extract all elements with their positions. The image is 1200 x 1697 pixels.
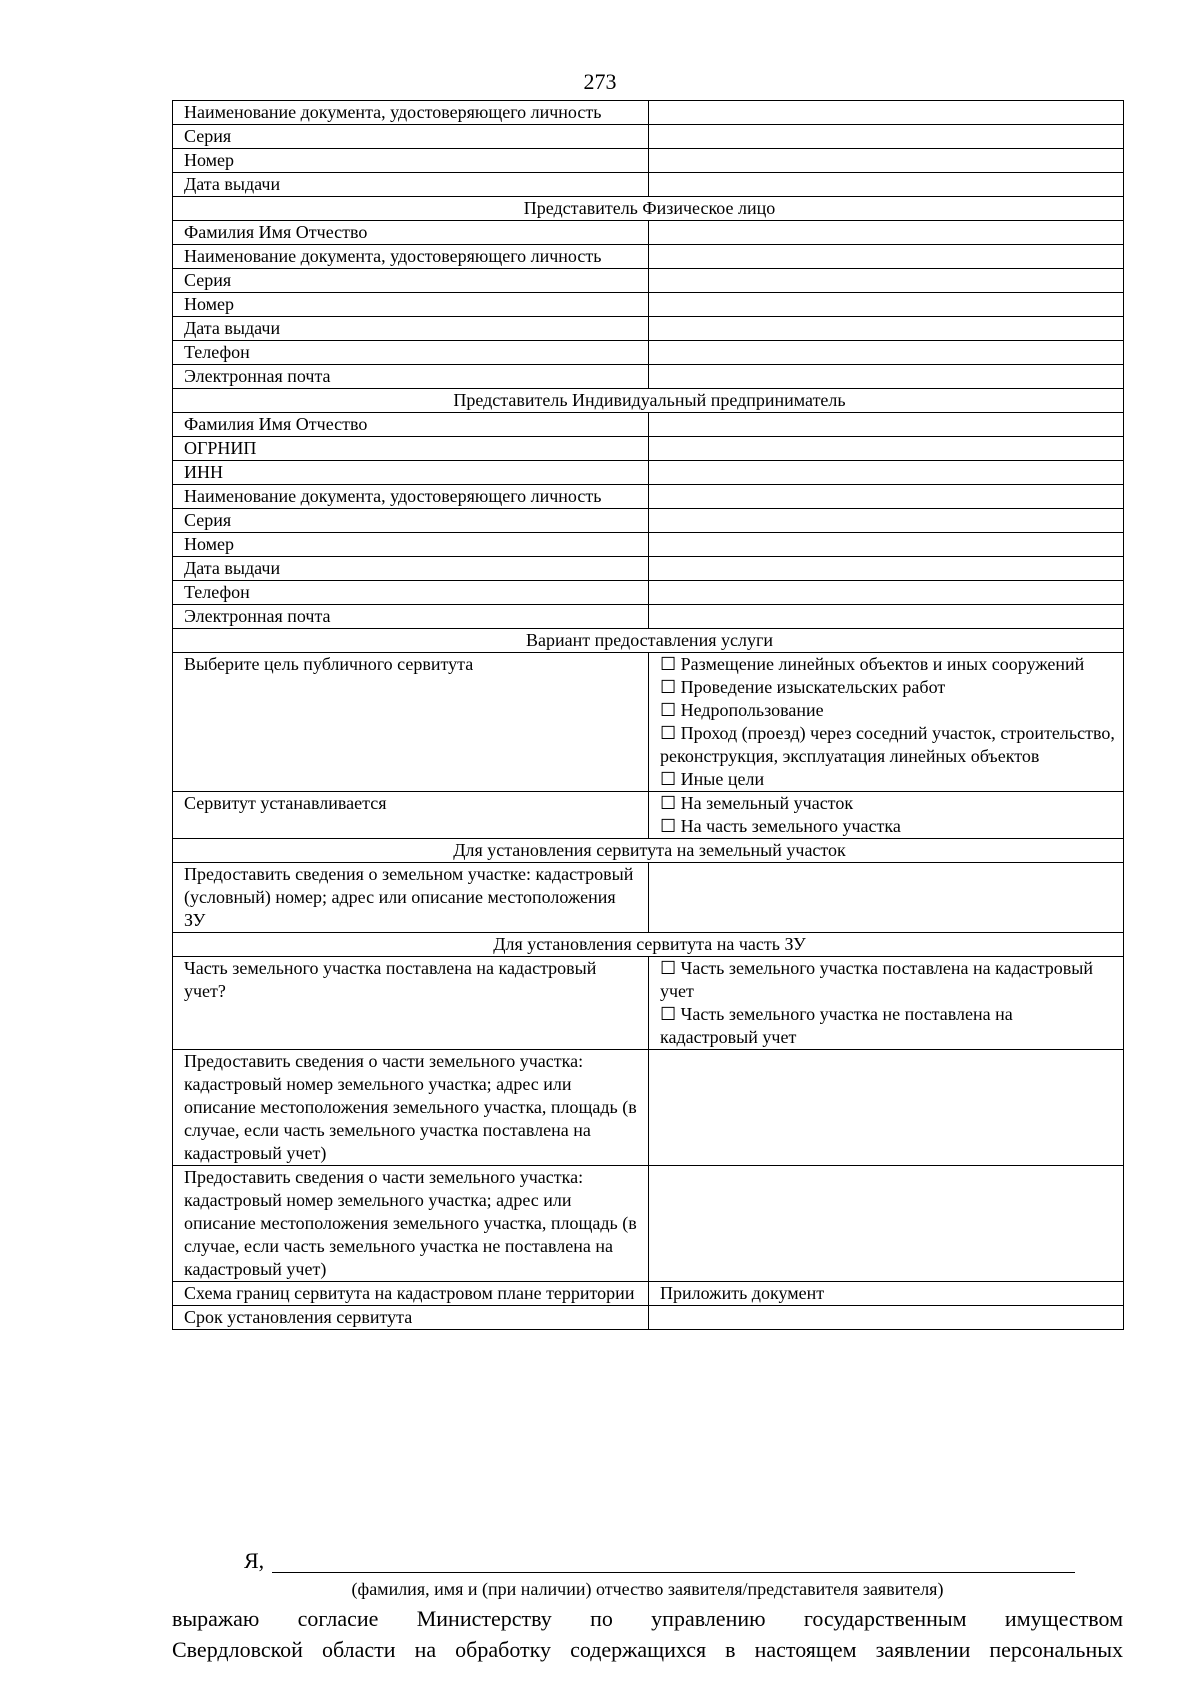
checkbox-option[interactable]: ☐ Размещение линейных объектов и иных сооружений	[660, 654, 1085, 674]
field-label	[173, 1166, 649, 1282]
section-header-row	[173, 197, 1124, 221]
table-row	[173, 173, 1124, 197]
consent-text-line: выражаю согласие Министерству по управлению государственным имуществом	[172, 1606, 1123, 1631]
field-label: ОГРНИП	[173, 437, 649, 461]
table-row	[173, 792, 1124, 839]
field-value[interactable]	[649, 341, 1124, 365]
field-label: Электронная почта	[173, 605, 649, 629]
checkbox-option[interactable]: ☐ Иные цели	[660, 769, 765, 789]
table-row	[173, 413, 1124, 437]
table-row	[173, 221, 1124, 245]
table-row	[173, 1050, 1124, 1166]
checkbox-option[interactable]: ☐ Проведение изыскательских работ	[660, 677, 946, 697]
field-value[interactable]	[649, 365, 1124, 389]
field-value[interactable]	[649, 221, 1124, 245]
field-label: Наименование документа, удостоверяющего личность	[173, 101, 649, 125]
checkbox-option[interactable]: ☐ Часть земельного участка поставлена на кадастровый учет	[660, 958, 1094, 1001]
field-value[interactable]	[649, 1306, 1124, 1330]
part-registered-options	[649, 957, 1124, 1050]
section-header-row	[173, 933, 1124, 957]
table-row	[173, 509, 1124, 533]
table-row	[173, 653, 1124, 792]
purpose-label: Выберите цель публичного сервитута	[173, 653, 649, 792]
field-label: Серия	[173, 269, 649, 293]
table-row	[173, 1282, 1124, 1306]
section-header-row	[173, 389, 1124, 413]
table-row	[173, 957, 1124, 1050]
section-header-row	[173, 839, 1124, 863]
page-number: 273	[583, 69, 617, 94]
field-value[interactable]	[649, 101, 1124, 125]
field-label: Номер	[173, 533, 649, 557]
table-row	[173, 101, 1124, 125]
field-value[interactable]	[649, 437, 1124, 461]
field-value[interactable]	[649, 461, 1124, 485]
field-value[interactable]	[649, 125, 1124, 149]
field-label: ИНН	[173, 461, 649, 485]
table-row	[173, 605, 1124, 629]
field-value[interactable]	[649, 533, 1124, 557]
checkbox-option[interactable]: ☐ Недропользование	[660, 700, 824, 720]
section-title: Вариант предоставления услуги	[173, 629, 1124, 653]
field-label: Срок установления сервитута	[173, 1306, 649, 1330]
table-row	[173, 533, 1124, 557]
section-title: Представитель Физическое лицо	[173, 197, 1124, 221]
table-row	[173, 269, 1124, 293]
table-row	[173, 317, 1124, 341]
field-label: Телефон	[173, 581, 649, 605]
field-label-line: случае, если часть земельного участка не поставлена на кадастровый учет)	[184, 1236, 613, 1279]
table-row	[173, 437, 1124, 461]
field-label: Предоставить сведения о земельном участке: кадастровый (условный) номер; адрес или описание местоположения ЗУ	[173, 863, 649, 933]
checkbox-option[interactable]: ☐ На часть земельного участка	[660, 816, 901, 836]
table-row	[173, 461, 1124, 485]
field-value[interactable]	[649, 1166, 1124, 1282]
field-label: Дата выдачи	[173, 557, 649, 581]
field-value[interactable]	[649, 317, 1124, 341]
table-row	[173, 557, 1124, 581]
table-row	[173, 365, 1124, 389]
section-title: Представитель Индивидуальный предприниматель	[173, 389, 1124, 413]
consent-name-line	[172, 1548, 1123, 1578]
field-label: Фамилия Имя Отчество	[173, 221, 649, 245]
section-title: Для установления сервитута на земельный участок	[173, 839, 1124, 863]
field-value[interactable]	[649, 581, 1124, 605]
attach-document-field[interactable]: Приложить документ	[649, 1282, 1124, 1306]
field-value[interactable]	[649, 1050, 1124, 1166]
name-underline-field[interactable]	[272, 1572, 1075, 1573]
field-value[interactable]	[649, 413, 1124, 437]
field-value[interactable]	[649, 149, 1124, 173]
established-label: Сервитут устанавливается	[173, 792, 649, 839]
checkbox-option[interactable]: ☐ На земельный участок	[660, 793, 854, 813]
checkbox-option[interactable]: ☐ Проход (проезд) через соседний участок, строительство,	[660, 723, 1115, 743]
table-row	[173, 245, 1124, 269]
application-form-table	[172, 100, 1124, 1330]
table-row	[173, 581, 1124, 605]
field-label: Наименование документа, удостоверяющего личность	[173, 245, 649, 269]
table-row	[173, 863, 1124, 933]
field-value[interactable]	[649, 863, 1124, 933]
field-label: Наименование документа, удостоверяющего личность	[173, 485, 649, 509]
table-row	[173, 149, 1124, 173]
field-label: Предоставить сведения о части земельного участка: кадастровый номер земельного участка; адрес или описание местоположения земельного участка, площадь (в случае, если часть земельного участка поставлена на кадастровый учет)	[173, 1050, 649, 1166]
established-options	[649, 792, 1124, 839]
field-value[interactable]	[649, 269, 1124, 293]
name-field-caption: (фамилия, имя и (при наличии) отчество заявителя/представителя заявителя)	[351, 1579, 944, 1599]
field-value[interactable]	[649, 605, 1124, 629]
table-row	[173, 125, 1124, 149]
table-row	[173, 485, 1124, 509]
consent-text-line: Свердловской области на обработку содержащихся в настоящем заявлении персональных	[172, 1637, 1123, 1662]
table-row	[173, 341, 1124, 365]
field-value[interactable]	[649, 509, 1124, 533]
field-label: Серия	[173, 509, 649, 533]
field-label: Дата выдачи	[173, 317, 649, 341]
field-value[interactable]	[649, 173, 1124, 197]
section-title: Для установления сервитута на часть ЗУ	[173, 933, 1124, 957]
field-value[interactable]	[649, 485, 1124, 509]
field-value[interactable]	[649, 293, 1124, 317]
field-label: Часть земельного участка поставлена на кадастровый учет?	[173, 957, 649, 1050]
consent-ya: Я,	[244, 1548, 265, 1573]
field-label: Номер	[173, 149, 649, 173]
field-label: Номер	[173, 293, 649, 317]
field-label: Электронная почта	[173, 365, 649, 389]
field-label-line: Предоставить сведения о части земельного участка: кадастровый номер земельного участка; адрес или описание местоположения земельного участка, площадь (в	[184, 1167, 637, 1233]
table-row	[173, 1306, 1124, 1330]
table-row	[173, 293, 1124, 317]
field-label: Дата выдачи	[173, 173, 649, 197]
field-label: Схема границ сервитута на кадастровом плане территории	[173, 1282, 649, 1306]
field-value[interactable]	[649, 557, 1124, 581]
consent-text	[172, 1603, 1123, 1665]
field-value[interactable]	[649, 245, 1124, 269]
field-label: Телефон	[173, 341, 649, 365]
table-row	[173, 1166, 1124, 1282]
section-header-row	[173, 629, 1124, 653]
field-label: Фамилия Имя Отчество	[173, 413, 649, 437]
purpose-options	[649, 653, 1124, 792]
checkbox-option-continuation: реконструкция, эксплуатация линейных объектов	[660, 746, 1040, 766]
field-label: Серия	[173, 125, 649, 149]
checkbox-option[interactable]: ☐ Часть земельного участка не поставлена на кадастровый учет	[660, 1004, 1013, 1047]
